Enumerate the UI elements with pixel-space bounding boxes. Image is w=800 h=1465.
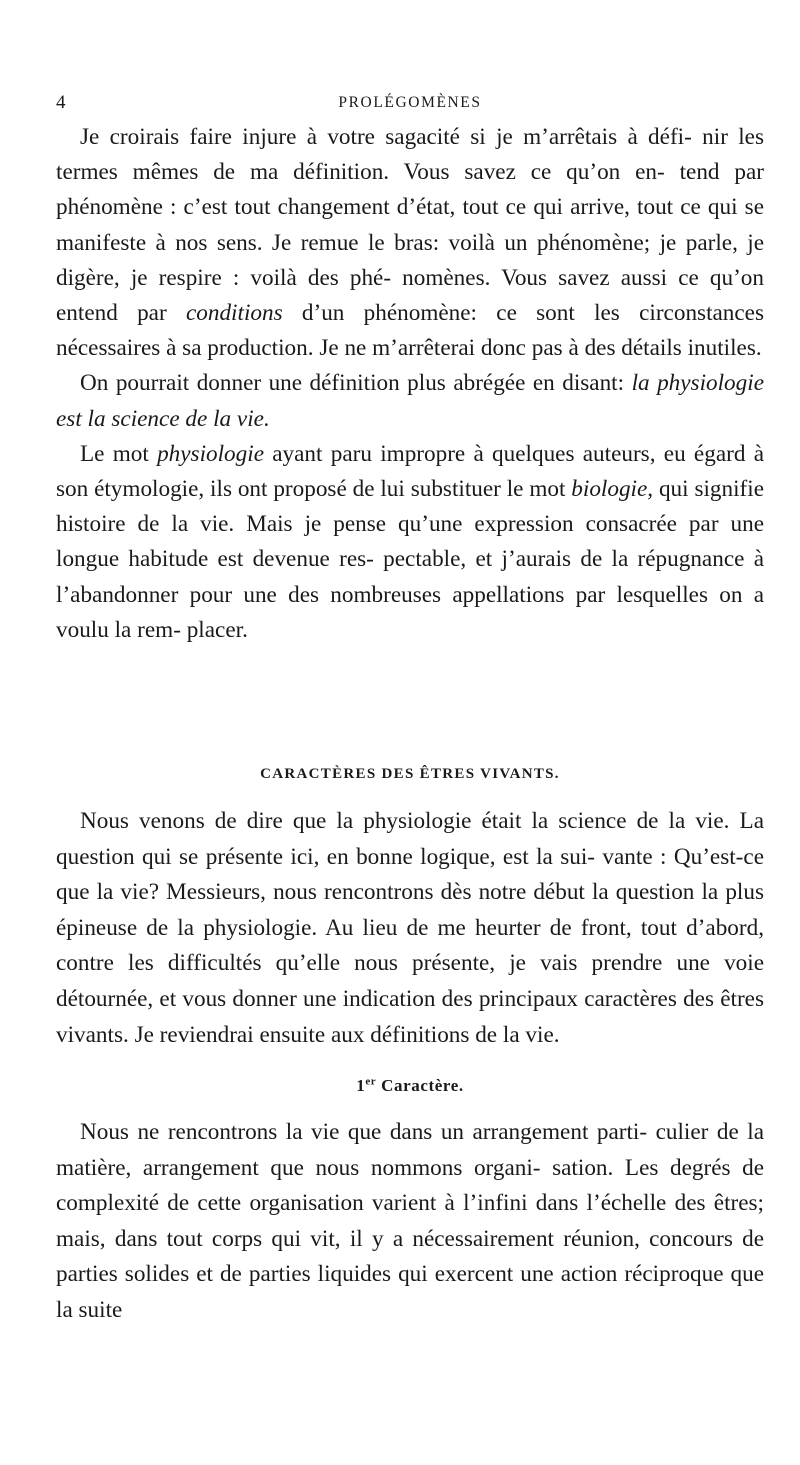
section-two-text xyxy=(56,804,764,1053)
italic-text-run: la physiologie est la science de la vie. xyxy=(56,370,764,432)
text-run: Je croirais faire injure à votre sagacité si je m’arrêtais à défi- nir les termes mêmes de ma définition. Vous savez ce qu’on en- tend par phénomène : c’est tout changement d’état, tout ce qui arrive, tout ce qui se manifeste à nos sens. Je remue le bras: voilà un phénomène; je parle, je digère, je respire : voilà des phé- nomènes. Vous savez aussi ce qu’on entend par xyxy=(56,124,764,327)
heading-label: Caractère. xyxy=(376,1076,464,1095)
page-number: 4 xyxy=(56,92,67,113)
text-run: ayant paru impropre à quelques auteurs, eu égard à son étymologie, ils ont proposé de lui substituer le mot xyxy=(56,440,764,503)
paragraph: Nous venons de dire que la physiologie était la science de la vie. La question qui se présente ici, en bonne logique, est la sui- vante : Qu’est-ce que la vie? Messieurs, nous rencontrons dès notre début la question la plus épineuse de la physiologie. Au lieu de me heurter de front, tout d’abord, contre les difficultés qu’elle nous présente, je vais prendre une voie détournée, et vous donner une indication des principaux caractères des êtres vivants. Je reviendrai ensuite aux définitions de la vie. xyxy=(56,808,764,1048)
section-heading: CARACTÈRES DES ÊTRES VIVANTS. xyxy=(260,766,560,782)
text-run: Le mot xyxy=(80,440,158,467)
section-three-text xyxy=(56,1115,764,1329)
paragraph: Nous ne rencontrons la vie que dans un arrangement parti- culier de la matière, arrangement que nous nommons organi- sation. Les degrés de complexité de cette organisation varient à l’infini dans l’échelle des êtres; mais, dans tout corps qui vit, il y a nécessairement réunion, concours de parties solides et de parties liquides qui exercent une action réciproque que la suite xyxy=(56,1119,764,1323)
italic-text-run: biologie, xyxy=(571,476,654,503)
section-one-text xyxy=(56,120,764,648)
italic-text-run: physiologie xyxy=(157,440,264,467)
running-title: PROLÉGOMÈNES xyxy=(338,94,482,111)
heading-number: 1 xyxy=(356,1076,366,1095)
paragraph xyxy=(56,366,764,436)
paragraph xyxy=(56,120,764,366)
heading-superscript: er xyxy=(365,1075,377,1088)
text-run: On pourrait donner une définition plus abrégée en disant: xyxy=(80,370,632,397)
paragraph xyxy=(56,437,764,648)
text-run: qui signifie histoire de la vie. Mais je pense qu’une expression consacrée par une longue habitude est devenue res- pectable, et j’aurais de la répugnance à l’abandonner pour une des nombreuses appellations par lesquelles on a voulu la rem- placer. xyxy=(56,476,764,643)
running-head xyxy=(56,92,764,120)
italic-text-run: conditions xyxy=(185,300,283,327)
text-run: d’un phénomène: ce sont les circonstances nécessaires à sa production. Je ne m’arrêterai donc pas à des détails inutiles. xyxy=(56,300,764,362)
subsection-heading xyxy=(56,1076,764,1096)
